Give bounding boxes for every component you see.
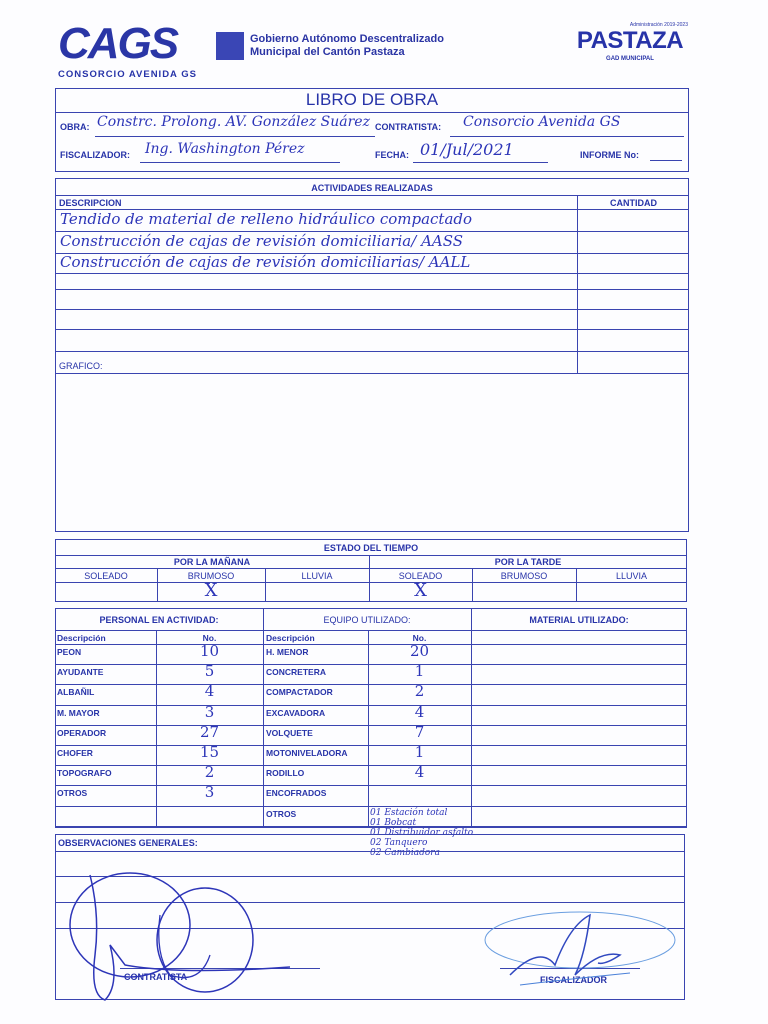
pastaza-name: PASTAZA xyxy=(576,27,684,54)
tiempo-col-6: LLUVIA xyxy=(615,571,648,581)
personal-row-desc: AYUDANTE xyxy=(57,667,104,678)
equipo-row-desc: COMPACTADOR xyxy=(266,687,333,698)
personal-row-no[interactable]: 3 xyxy=(204,783,215,802)
otros-note: 01 Bobcat xyxy=(370,818,417,828)
personal-row-desc: CHOFER xyxy=(57,748,93,758)
fiscalizador-signature xyxy=(480,905,680,995)
personal-row-no[interactable]: 3 xyxy=(204,702,215,721)
otros-note: 01 Estación total xyxy=(370,808,448,818)
equipo-title: EQUIPO UTILIZADO: xyxy=(323,615,411,625)
actividad-row-1[interactable]: Tendido de material de relleno hidráulico compactado xyxy=(60,210,473,228)
equipo-row-no[interactable]: 20 xyxy=(409,642,430,660)
gov-emblem xyxy=(216,32,244,60)
personal-title: PERSONAL EN ACTIVIDAD: xyxy=(99,615,219,625)
contratista-label: CONTRATISTA: xyxy=(375,122,442,132)
personal-row-no[interactable]: 4 xyxy=(204,682,215,701)
otros-note: 02 Cambiadora xyxy=(370,848,440,858)
otros-note: 01 Distribuidor asfalto xyxy=(370,828,474,838)
tiempo-col-2: BRUMOSO xyxy=(187,571,235,581)
tiempo-title: ESTADO DEL TIEMPO xyxy=(323,543,419,553)
personal-row-desc: OPERADOR xyxy=(57,727,107,738)
equipo-row-desc: RODILLO xyxy=(266,768,305,779)
equipo-row-desc: H. MENOR xyxy=(266,647,309,657)
personal-row-desc: TOPOGRAFO xyxy=(57,768,112,779)
grafico-label: GRAFICO: xyxy=(59,361,103,371)
brand-name: CAGS xyxy=(58,19,178,68)
gov-line-2: Municipal del Cantón Pastaza xyxy=(250,46,405,58)
personal-row-no[interactable]: 10 xyxy=(199,642,220,660)
equipo-col-desc: Descripción xyxy=(266,633,315,643)
material-title: MATERIAL UTILIZADO: xyxy=(529,615,629,625)
contratista-signature xyxy=(60,855,300,1005)
equipo-row-desc: VOLQUETE xyxy=(266,727,313,738)
admin-period: Administración 2019-2023 xyxy=(629,22,688,28)
tiempo-col-5: BRUMOSO xyxy=(500,571,548,581)
gad-label: GAD MUNICIPAL xyxy=(606,56,654,62)
fecha-value[interactable]: 01/Jul/2021 xyxy=(420,140,514,159)
actividades-col-desc: DESCRIPCION xyxy=(59,198,122,208)
equipo-row-desc: CONCRETERA xyxy=(266,667,326,678)
equipo-row-desc: ENCOFRADOS xyxy=(266,788,327,799)
contratista-signature-label: CONTRATISTA xyxy=(124,972,188,982)
personal-row-desc: OTROS xyxy=(57,788,88,799)
obra-value[interactable]: Constrc. Prolong. AV. González Suárez xyxy=(97,114,370,130)
personal-row-no[interactable]: 5 xyxy=(204,662,215,681)
tiempo-col-4: SOLEADO xyxy=(398,571,443,581)
equipo-row-no[interactable]: 7 xyxy=(414,722,425,741)
personal-row-desc: M. MAYOR xyxy=(57,707,100,718)
brand-subtitle: CONSORCIO AVENIDA GS xyxy=(58,69,197,80)
brand-logo xyxy=(58,19,197,80)
obra-label: OBRA: xyxy=(60,122,90,132)
otros-note: 02 Tanquero xyxy=(370,838,428,848)
fecha-label: FECHA: xyxy=(375,150,409,160)
equipo-row-desc: OTROS xyxy=(266,808,297,819)
equipo-row-desc: EXCAVADORA xyxy=(266,707,326,718)
equipo-row-no[interactable]: 4 xyxy=(414,702,425,721)
personal-row-no[interactable]: 15 xyxy=(199,743,220,761)
observaciones-title: OBSERVACIONES GENERALES: xyxy=(58,838,198,848)
equipo-row-no[interactable]: 4 xyxy=(414,763,425,782)
actividades-title: ACTIVIDADES REALIZADAS xyxy=(311,183,433,193)
tiempo-mark-manana[interactable]: X xyxy=(204,580,218,601)
equipo-col-no: No. xyxy=(412,633,427,643)
contratista-value[interactable]: Consorcio Avenida GS xyxy=(463,114,621,130)
tiempo-col-1: SOLEADO xyxy=(84,571,128,581)
personal-col-desc: Descripción xyxy=(57,633,106,643)
informe-label: INFORME No: xyxy=(580,150,639,160)
form-title: LIBRO DE OBRA xyxy=(305,90,439,109)
tiempo-mark-tarde[interactable]: X xyxy=(414,580,427,601)
actividad-row-2[interactable]: Construcción de cajas de revisión domiciliaria/ AASS xyxy=(60,232,464,250)
fiscalizador-signature-label: FISCALIZADOR xyxy=(540,975,607,985)
tiempo-col-3: LLUVIA xyxy=(301,571,333,581)
equipo-row-no[interactable]: 1 xyxy=(414,662,425,681)
tiempo-tarde: POR LA TARDE xyxy=(494,557,562,567)
personal-row-no[interactable]: 27 xyxy=(199,722,220,741)
pastaza-logo xyxy=(572,22,688,62)
gov-name xyxy=(250,33,444,59)
tiempo-manana: POR LA MAÑANA xyxy=(173,557,251,567)
grafico-area[interactable] xyxy=(56,374,688,531)
personal-row-no[interactable]: 2 xyxy=(204,763,215,782)
equipo-row-desc: MOTONIVELADORA xyxy=(266,748,348,758)
actividades-col-cant: CANTIDAD xyxy=(610,198,657,208)
fiscalizador-label: FISCALIZADOR: xyxy=(60,150,130,160)
actividad-row-3[interactable]: Construcción de cajas de revisión domiciliarias/ AALL xyxy=(60,253,471,271)
gov-line-1: Gobierno Autónomo Descentralizado xyxy=(250,33,444,45)
fiscalizador-value[interactable]: Ing. Washington Pérez xyxy=(145,141,305,157)
personal-row-desc: ALBAÑIL xyxy=(57,687,95,698)
personal-col-no: No. xyxy=(202,633,217,643)
personal-row-desc: PEON xyxy=(57,647,82,657)
equipo-row-no[interactable]: 1 xyxy=(414,743,425,761)
equipo-row-no[interactable]: 2 xyxy=(414,682,425,701)
